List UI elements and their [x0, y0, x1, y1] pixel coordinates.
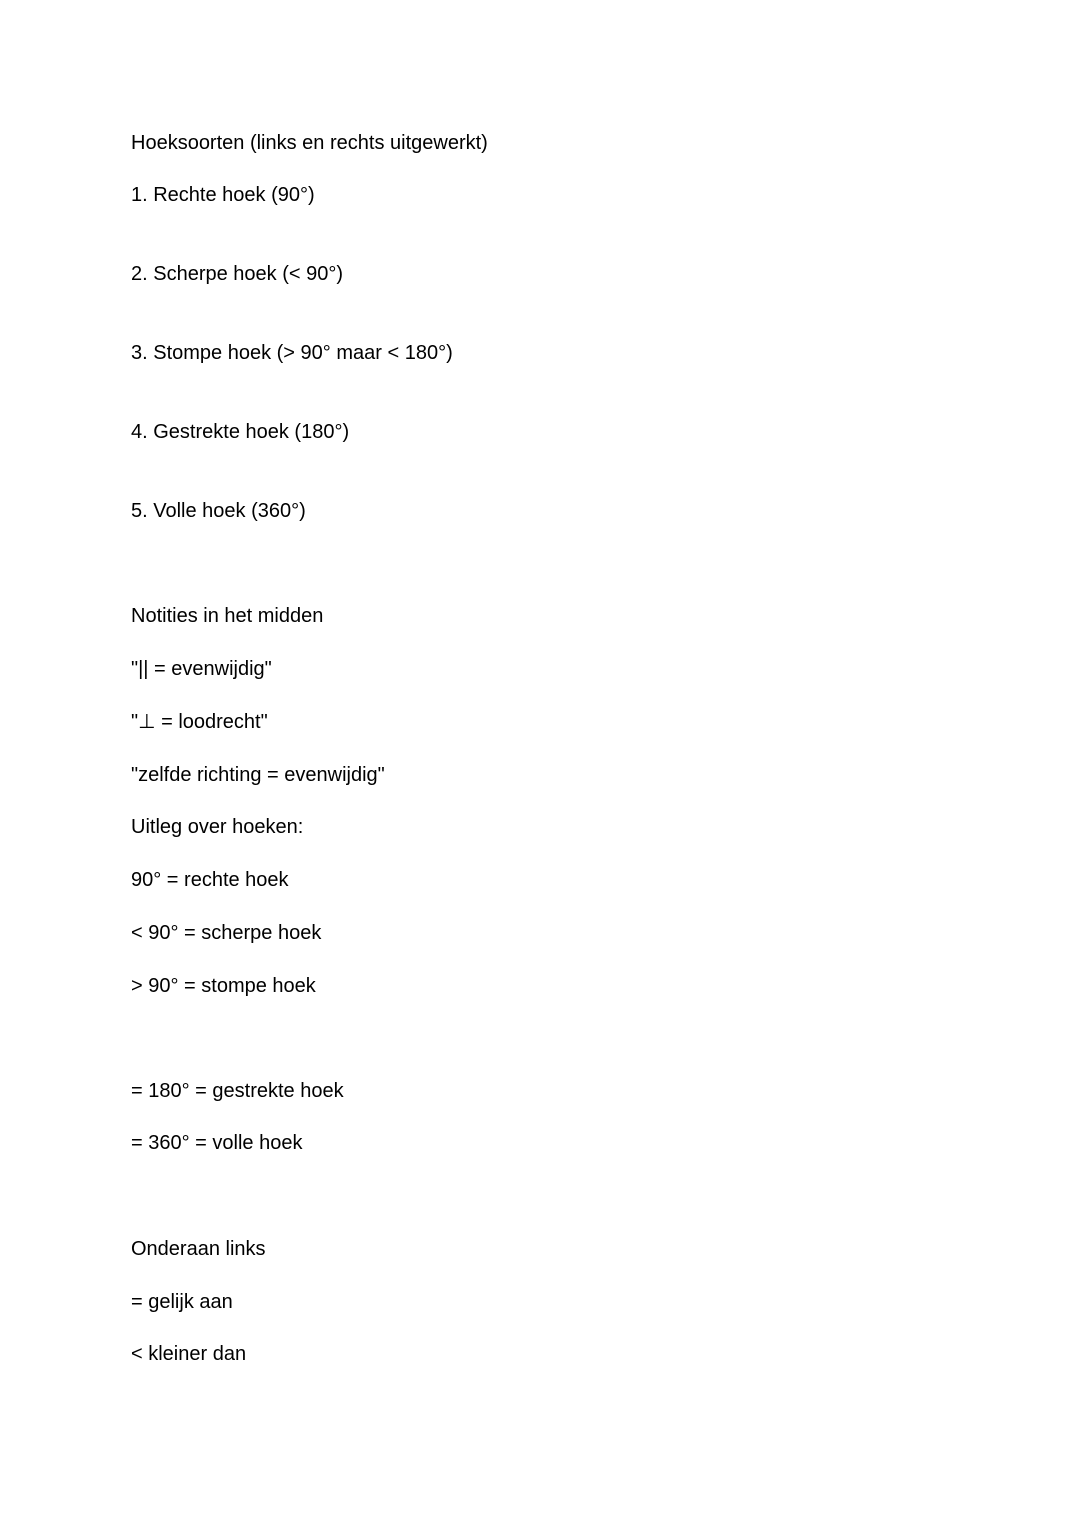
text-line: Uitleg over hoeken: [131, 816, 304, 838]
text-line: = 360° = volle hoek [131, 1132, 303, 1154]
text-line: = gelijk aan [131, 1291, 233, 1313]
text-line: Hoeksoorten (links en rechts uitgewerkt) [131, 132, 488, 154]
text-line: 3. Stompe hoek (> 90° maar < 180°) [131, 342, 453, 364]
text-line: > 90° = stompe hoek [131, 975, 316, 997]
text-line: Notities in het midden [131, 605, 324, 627]
text-line: "zelfde richting = evenwijdig" [131, 764, 385, 786]
text-line: = 180° = gestrekte hoek [131, 1080, 344, 1102]
text-line: 90° = rechte hoek [131, 869, 289, 891]
text-line: < 90° = scherpe hoek [131, 922, 322, 944]
text-line: 5. Volle hoek (360°) [131, 500, 306, 522]
text-line: 4. Gestrekte hoek (180°) [131, 421, 350, 443]
text-line: "⊥ = loodrecht" [131, 711, 268, 733]
text-line: 1. Rechte hoek (90°) [131, 184, 315, 206]
text-line: "|| = evenwijdig" [131, 658, 272, 680]
text-line: 2. Scherpe hoek (< 90°) [131, 263, 344, 285]
text-line: < kleiner dan [131, 1343, 247, 1365]
text-line: Onderaan links [131, 1238, 266, 1260]
